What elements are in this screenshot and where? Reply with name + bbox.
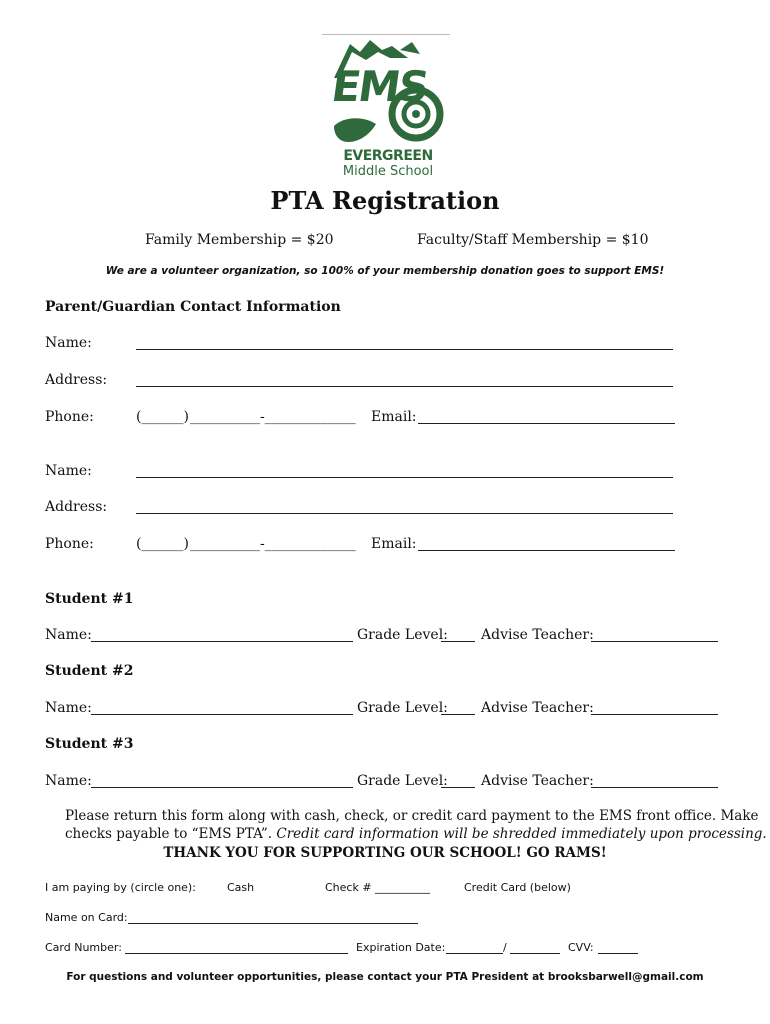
parent1-phone-number[interactable]: __________-_____________ [190, 409, 356, 425]
thank-you-text: THANK YOU FOR SUPPORTING OUR SCHOOL! GO RAMS! [163, 845, 607, 861]
parent2-phone-number[interactable]: __________-_____________ [190, 536, 356, 552]
paying-by-label: I am paying by (circle one): [45, 881, 196, 894]
student1-name-field[interactable] [91, 641, 353, 642]
student2-heading: Student #2 [45, 663, 134, 679]
student3-name-label: Name: [45, 773, 92, 789]
card-number-field[interactable] [125, 953, 348, 954]
parent2-phone-label: Phone: [45, 536, 94, 552]
parent2-email-field[interactable] [418, 550, 675, 551]
school-logo [330, 38, 445, 180]
student2-teacher-label: Advise Teacher: [481, 700, 594, 716]
parent2-email-label: Email: [371, 536, 417, 552]
student1-teacher-label: Advise Teacher: [481, 627, 594, 643]
logo-divider [322, 34, 450, 35]
cvv-label: CVV: [568, 941, 594, 954]
parent1-email-label: Email: [371, 409, 417, 425]
pay-credit-option[interactable]: Credit Card (below) [464, 881, 571, 894]
name-on-card-label: Name on Card: [45, 911, 128, 924]
shred-notice: Credit card information will be shredded immediately upon processing. [276, 826, 767, 842]
card-number-label: Card Number: [45, 941, 122, 954]
return-instructions-line1: Please return this form along with cash, check, or credit card payment to the EMS front office. Make [65, 808, 759, 824]
footer-contact: For questions and volunteer opportunities, please contact your PTA President at brooksbarwell@gmail.com [66, 971, 704, 983]
student2-name-label: Name: [45, 700, 92, 716]
student3-teacher-label: Advise Teacher: [481, 773, 594, 789]
student3-name-field[interactable] [91, 787, 353, 788]
parent1-phone-area[interactable]: (______) [136, 409, 189, 425]
expiration-label: Expiration Date: [356, 941, 446, 954]
return-instructions-line2 [65, 826, 767, 842]
logo-abbrev: EMS [328, 62, 431, 111]
student3-heading: Student #3 [45, 736, 134, 752]
logo-name-line2: Middle School [342, 164, 434, 179]
family-membership: Family Membership = $20 [145, 232, 334, 248]
parent2-phone-area[interactable]: (______) [136, 536, 189, 552]
pay-cash-option[interactable]: Cash [227, 881, 255, 894]
student1-heading: Student #1 [45, 591, 134, 607]
parent1-name-field[interactable] [136, 349, 673, 350]
student2-grade-field[interactable] [441, 714, 475, 715]
parent1-name-label: Name: [45, 335, 92, 351]
page-title: PTA Registration [270, 186, 500, 215]
student1-grade-field[interactable] [441, 641, 475, 642]
expiration-month-field[interactable] [446, 953, 503, 954]
faculty-membership: Faculty/Staff Membership = $10 [417, 232, 649, 248]
student3-grade-label: Grade Level: [357, 773, 448, 789]
student2-teacher-field[interactable] [591, 714, 718, 715]
parent1-address-label: Address: [45, 372, 108, 388]
return-payable-text: checks payable to “EMS PTA”. [65, 826, 273, 842]
student2-grade-label: Grade Level: [357, 700, 448, 716]
student1-name-label: Name: [45, 627, 92, 643]
parent2-name-label: Name: [45, 463, 92, 479]
student1-grade-label: Grade Level: [357, 627, 448, 643]
name-on-card-field[interactable] [128, 923, 418, 924]
pay-check-option[interactable]: Check # __________ [325, 881, 431, 894]
contact-heading: Parent/Guardian Contact Information [45, 299, 341, 315]
parent1-address-field[interactable] [136, 386, 673, 387]
parent2-address-label: Address: [45, 499, 108, 515]
parent1-phone-label: Phone: [45, 409, 94, 425]
student3-teacher-field[interactable] [591, 787, 718, 788]
expiration-separator: / [503, 941, 507, 954]
volunteer-note: We are a volunteer organization, so 100% of your membership donation goes to support EMS! [105, 265, 665, 277]
student1-teacher-field[interactable] [591, 641, 718, 642]
expiration-year-field[interactable] [510, 953, 560, 954]
student2-name-field[interactable] [91, 714, 353, 715]
parent2-address-field[interactable] [136, 513, 673, 514]
student3-grade-field[interactable] [441, 787, 475, 788]
cvv-field[interactable] [598, 953, 638, 954]
parent2-name-field[interactable] [136, 477, 673, 478]
logo-name-line1: EVERGREEN [343, 148, 433, 164]
parent1-email-field[interactable] [418, 423, 675, 424]
